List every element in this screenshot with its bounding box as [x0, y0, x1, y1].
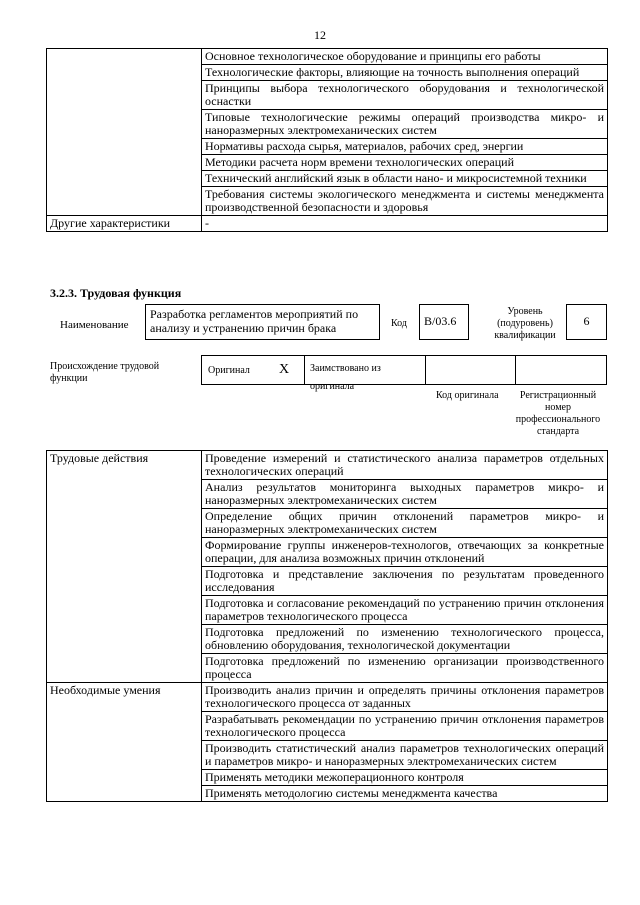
- level-value: 6: [583, 314, 590, 328]
- code-original-label: Код оригинала: [436, 390, 499, 401]
- action-item: Анализ результатов мониторинга выходных параметров микро- и наноразмерных электромеханических систем: [202, 480, 608, 509]
- action-item: Подготовка и согласование рекомендаций по устранению причин отклонения параметров технологического процесса: [202, 596, 608, 625]
- action-item: Подготовка предложений по изменению организации производственного процесса: [202, 654, 608, 683]
- knowledge-item: Нормативы расхода сырья, материалов, рабочих сред, энергии: [202, 139, 608, 155]
- knowledge-item: Принципы выбора технологического оборудования и технологической оснастки: [202, 81, 608, 110]
- knowledge-item: Основное технологическое оборудование и принципы его работы: [202, 49, 608, 65]
- function-name-box: [145, 304, 380, 340]
- code-box: [419, 304, 469, 340]
- action-item: Подготовка и представление заключения по результатам проведенного исследования: [202, 567, 608, 596]
- knowledge-table: [46, 48, 608, 232]
- row-label-cell: [47, 49, 202, 216]
- table-row: [47, 683, 608, 712]
- name-label: Наименование: [60, 319, 129, 331]
- skill-item: Производить анализ причин и определять причины отклонения параметров технологического процесса от заданных: [202, 683, 608, 712]
- page-number: 12: [314, 28, 326, 42]
- action-item: Формирование группы инженеров-технологов, отвечающих за конкретные операции, для анализа возможных причин отклонений: [202, 538, 608, 567]
- skill-item: Разрабатывать рекомендации по устранению причин отклонения параметров технологического процесса: [202, 712, 608, 741]
- code-value: B/03.6: [424, 314, 457, 328]
- knowledge-item: Технологические факторы, влияющие на точность выполнения операций: [202, 65, 608, 81]
- action-item: Подготовка предложений по изменению технологического процесса, обновлению оборудования, технологической документации: [202, 625, 608, 654]
- original-label: Оригинал: [208, 365, 250, 376]
- original-box: [201, 355, 305, 385]
- skill-item: Применять методики межоперационного контроля: [202, 770, 608, 786]
- function-details-table: [46, 450, 608, 802]
- other-label: Другие характеристики: [47, 216, 202, 232]
- skills-label: Необходимые умения: [47, 683, 202, 802]
- code-original-box: [425, 355, 516, 385]
- actions-label: Трудовые действия: [47, 451, 202, 683]
- level-box: [566, 304, 607, 340]
- action-item: Проведение измерений и статистического анализа параметров отдельных технологических операций: [202, 451, 608, 480]
- knowledge-item: Типовые технологические режимы операций производства микро- и наноразмерных электромеханических систем: [202, 110, 608, 139]
- reg-number-label: Регистрационный номер профессионального стандарта: [515, 390, 601, 437]
- other-value: -: [202, 216, 608, 232]
- table-row: [47, 451, 608, 480]
- code-label: Код: [391, 318, 407, 329]
- knowledge-item: Методики расчета норм времени технологических операций: [202, 155, 608, 171]
- borrowed-label: Заимствовано из оригинала: [310, 363, 381, 392]
- skill-item: Применять методологию системы менеджмента качества: [202, 786, 608, 802]
- knowledge-item: Требования системы экологического менеджмента и системы менеджмента производственной безопасности и здоровья: [202, 187, 608, 216]
- table-row: [47, 216, 608, 232]
- skill-item: Производить статистический анализ параметров технологических операций и параметров микро- и наноразмерных электромеханических систем: [202, 741, 608, 770]
- knowledge-item: Технический английский язык в области нано- и микросистемной техники: [202, 171, 608, 187]
- origin-label: Происхождение трудовой функции: [50, 361, 160, 384]
- reg-number-box: [515, 355, 607, 385]
- table-row: [47, 49, 608, 65]
- level-label: Уровень (подуровень) квалификации: [494, 306, 556, 341]
- action-item: Определение общих причин отклонений параметров микро- и наноразмерных электромеханических систем: [202, 509, 608, 538]
- section-heading: 3.2.3. Трудовая функция: [50, 286, 182, 300]
- borrowed-box: [304, 355, 426, 392]
- original-mark: X: [279, 362, 290, 377]
- function-name-value: Разработка регламентов мероприятий по анализу и устранению причин брака: [150, 307, 359, 335]
